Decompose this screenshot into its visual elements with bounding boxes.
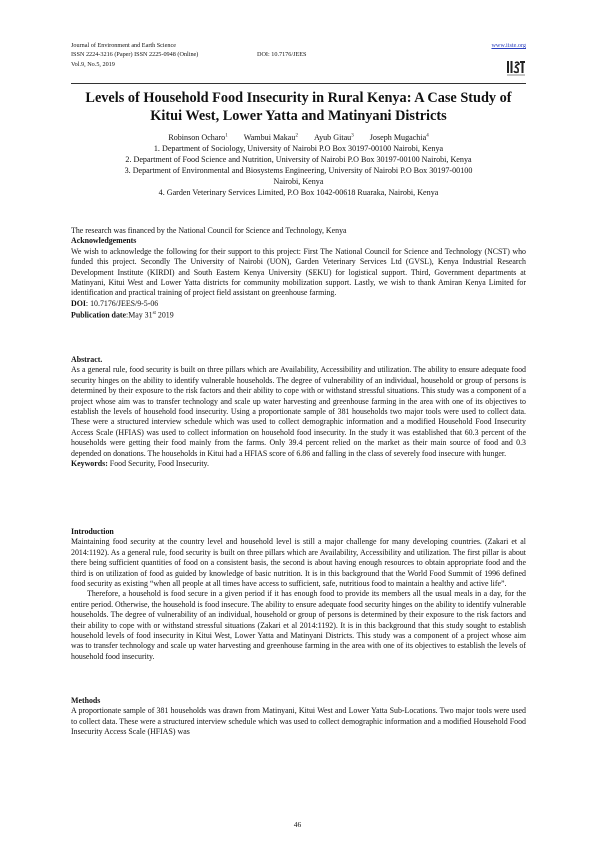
volume-line: Vol.9, No.5, 2019 (71, 60, 115, 68)
doi-line: DOI: 10.7176/JEES/9-5-06 (71, 298, 159, 308)
abstract-text: As a general rule, food security is built on three pillars which are Availability, Accessibility and utilization. The ability to ensure adequate food security hinges on the ability to identify vulnerable households. The degree of vulnerability of an individual, household or group of persons is determined by their exposure to the risk factors and their ability to cope with or withstand stressful situations. This study was a component of a project whose aim was to transfer technology and scale up water harvesting and greenhouse farming in the area with one of its objectives to establish the levels of household food insecurity. Using a proportionate sample of 381 households two major tools were used to collect data. These were a structured interview schedule which was used to collect demographic information and a modified Household Food Insecurity Access Scale (HFIAS) was used to collect information on household food insecurity. In the study it was established that 60.3 percent of the households were getting their food mainly from the farms. Only 39.4 percent relied on the market as their main source of food and 0.3 depended on donations. The households in Kitui had a HFIAS score of 6.86 and falling in the class of severely food insecure with hunger. (71, 365, 526, 458)
methods-heading: Methods (71, 696, 101, 705)
affiliation-4: 4. Garden Veterinary Services Limited, P.O Box 1042-00618 Ruaraka, Nairobi, Kenya (158, 187, 439, 197)
author-list (71, 130, 526, 143)
introduction-paragraph-1: Maintaining food security at the country level and household level is still a major challenge for many developing countries. (Zakari et al 2014:1192). As a general rule, food security is built on three pillars which are Availability, Accessibility and utilization. The first pillar is about there being sufficient quantities of food on a consistent basis, the second is about having enough resources to obtain appropriate food and the third is on utilization of food as guided by knowledge of basic nutrition. It is in this background that the World Food Summit of 1996 defined food security as existing “when all people at all times have access to sufficient, safe, nutritious food to maintain a healthy and active life”. (71, 537, 526, 589)
header-rule (71, 83, 526, 84)
publication-date: Publication date:May 31st 2019 (71, 310, 174, 320)
author-3: Ayub Gitau$^3$ (313, 132, 354, 142)
introduction-section (71, 527, 526, 662)
affiliation-3: 3. Department of Environmental and Biosystems Engineering, University of Nairobi P.O Box 30197-00100 Nairobi, Kenya (124, 165, 473, 186)
journal-header (71, 41, 526, 69)
journal-doi: DOI: 10.7176/JEES (257, 51, 307, 59)
keywords-line: Keywords: Food Security, Food Insecurity. (71, 459, 209, 469)
journal-name: Journal of Environment and Earth Science (71, 42, 176, 49)
author-2: Wambui Makau$^2$ (243, 132, 298, 142)
introduction-heading: Introduction (71, 527, 114, 536)
abstract-heading: Abstract. (71, 355, 103, 364)
journal-url-link[interactable]: www.iiste.org (491, 42, 526, 49)
affiliation-1: 1. Department of Sociology, University of Nairobi P.O Box 30197-00100 Nairobi, Kenya (153, 143, 444, 153)
author-1: Robinson Ocharo$^1$ (168, 132, 228, 142)
acknowledgements-text: We wish to acknowledge the following for their support to this project: First The National Council for Science and Technology (NCST) who funded this project. Secondly The University of Nairobi (UON), Garden Veterinary Services Ltd (GVSL), Kenya Industrial Research Development Institute (KIRDI) and South Eastern Kenya University (SEKU) for logistical support. Third, Government departments at Matinyani, Kitui West and Lower Yatta districts for community mobilization support. Lastly, we wish to thank Amiran Kenya Limited for identification and practical training of project field assistant on greenhouse farming. (71, 246, 526, 298)
author-4: Joseph Mugachia$^4$ (369, 132, 429, 142)
funding-note: The research was financed by the National Council for Science and Technology, Kenya (71, 226, 347, 235)
introduction-paragraph-2: Therefore, a household is food secure in a given period if it has enough food to provide its members all the usual meals in a day, for the entire period. Otherwise, the household is food insecure. The ability to ensure adequate food security hinges on the ability to identify vulnerable households. The degree of vulnerability of an individual, household or group of persons is determined by their exposure to the risk factors and their ability to cope with or withstand stressful situations (Zakari et al 2014:1192). It is in this background that this study sought to establish household levels of food insecurity in Kitui West, Lower Yatta and Matinyani Districts. This study was a component of a project whose aim was to transfer technology and scale up water harvesting and greenhouse farming in the area with one of its objectives to establish the levels of household food insecurity. (71, 589, 526, 661)
methods-paragraph-1: A proportionate sample of 381 households was drawn from Matinyani, Kitui West and Lower Yatta Sub-Locations. Two major tools were used to collect data. These were a structured interview schedule which was used to collect demographic information and a modified Household Food Insecurity Access Scale (HFIAS) was (71, 706, 526, 737)
paper-title: Levels of Household Food Insecurity in Rural Kenya: A Case Study of Kitui West, Lower Yatta and Matinyani Districts (85, 90, 512, 124)
issn-line: ISSN 2224-3216 (Paper) ISSN 2225-0948 (Online) (71, 51, 199, 59)
author-block (71, 130, 526, 198)
abstract-section (71, 355, 526, 469)
methods-section (71, 696, 526, 738)
iiste-logo (506, 59, 526, 78)
front-matter (71, 226, 526, 321)
affiliation-2: 2. Department of Food Science and Nutrition, University of Nairobi P.O Box 30197-00100 Nairobi, Kenya (125, 154, 472, 164)
page-number: 46 (293, 820, 302, 829)
acknowledgements-heading: Acknowledgements (71, 236, 137, 246)
